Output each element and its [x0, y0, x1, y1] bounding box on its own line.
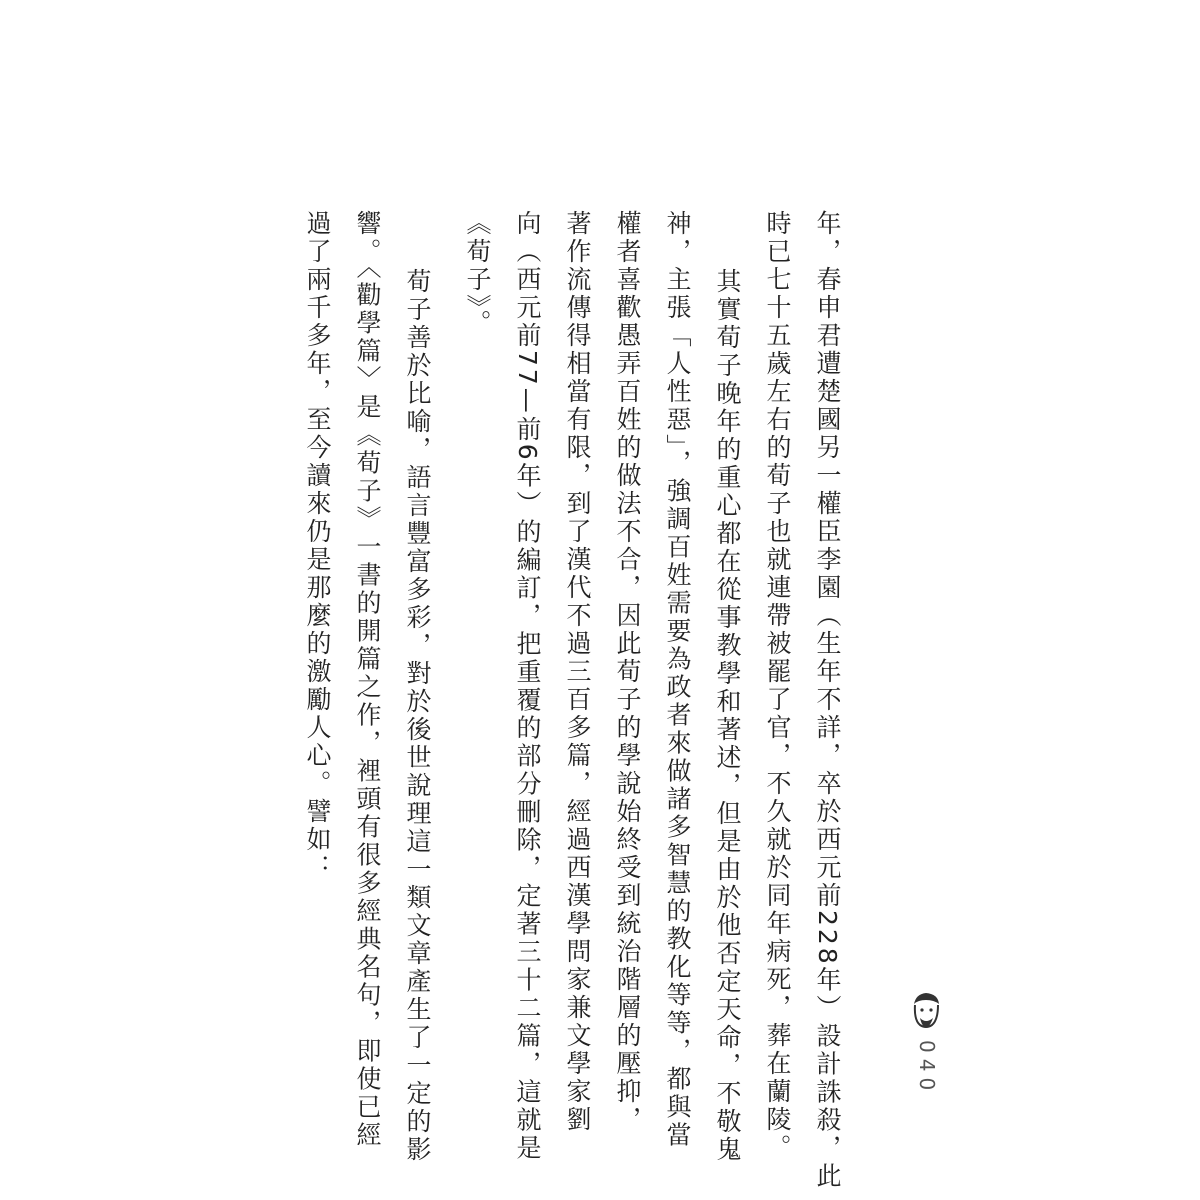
text-column-8: 《荀子》。: [463, 210, 492, 338]
scholar-face-icon: [908, 990, 944, 1030]
text-column-10: 響。〈勸學篇〉是《荀子》一書的開篇之作，裡頭有很多經典名句，即使已經: [353, 210, 382, 1150]
text-column-11: 過了兩千多年，至今讀來仍是那麼的激勵人心。譬如：: [303, 210, 332, 882]
text-column-1: 年，春申君遭楚國另一權臣李園（生年不詳，卒於西元前228年）設計誅殺，此: [813, 210, 842, 1191]
text-column-7: 向（西元前77—前6年）的編訂，把重覆的部分刪除，定著三十二篇，這就是: [513, 210, 542, 1163]
text-column-2: 時已七十五歲左右的荀子也就連帶被罷了官，不久就於同年病死，葬在蘭陵。: [763, 210, 792, 1162]
text-column-3: 其實荀子晚年的重心都在從事教學和著述，但是由於他否定天命，不敬鬼: [713, 268, 742, 1164]
page-number: 040: [915, 1040, 939, 1097]
text-column-6: 著作流傳得相當有限，到了漢代不過三百多篇，經過西漢學問家兼文學家劉: [563, 210, 592, 1134]
text-column-4: 神，主張「人性惡」，強調百姓需要為政者來做諸多智慧的教化等等，都與當: [663, 210, 692, 1150]
text-column-9: 荀子善於比喻，語言豐富多彩，對於後世說理這一類文章產生了一定的影: [403, 268, 432, 1164]
text-column-5: 權者喜歡愚弄百姓的做法不合，因此荀子的學說始終受到統治階層的壓抑，: [613, 210, 642, 1134]
